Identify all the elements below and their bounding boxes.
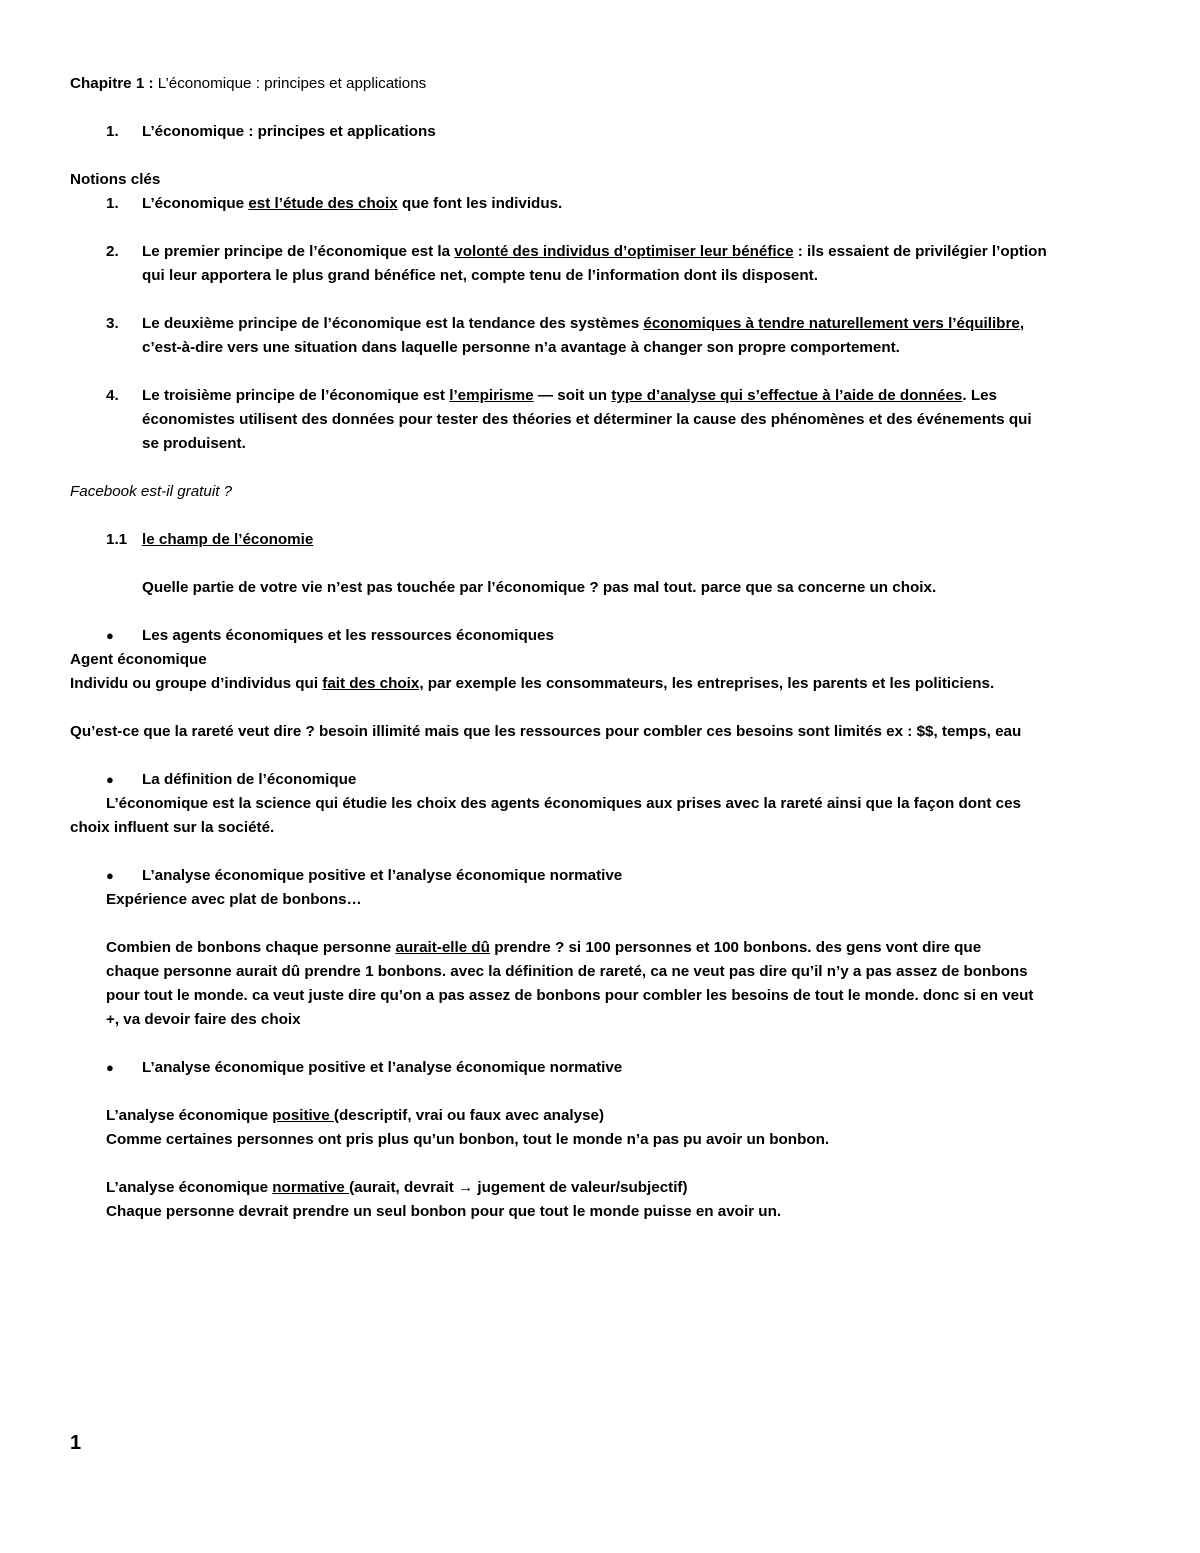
list-item-number: 2. [106, 243, 119, 260]
list-item [142, 384, 997, 408]
list-item-text: . Les [962, 387, 998, 404]
positive-text: L’analyse économique [106, 1107, 273, 1124]
bullet-icon: ● [106, 772, 114, 787]
arrow-right-icon: → [457, 1179, 474, 1196]
normative-text: (aurait, devrait [349, 1179, 458, 1196]
chapter-title-label: Chapitre 1 : [70, 75, 154, 92]
subsection-number: 1.1 [106, 531, 128, 548]
bullet-text: Les agents économiques et les ressources économiques [142, 627, 554, 644]
list-item-text: L’économique [142, 195, 249, 212]
agent-definition [70, 672, 994, 696]
positive-example: Comme certaines personnes ont pris plus qu’un bonbon, tout le monde n’a pas pu avoir un bonbon. [106, 1131, 830, 1148]
normative-analysis [106, 1176, 688, 1200]
list-item-continuation: se produisent. [142, 435, 246, 452]
positive-text: (descriptif, vrai ou faux avec analyse) [333, 1107, 605, 1124]
list-item-number: 1. [106, 195, 119, 212]
agent-definition-text: par exemple les consommateurs, les entreprises, les parents et les politiciens. [423, 675, 995, 692]
combien-line: pour tout le monde. ca veut juste dire qu’on a pas assez de bonbons pour combler les besoins de tout le monde. donc si en veut [106, 987, 1034, 1004]
combien-line [106, 936, 981, 960]
bullet-icon: ● [106, 1060, 114, 1075]
normative-text: jugement de valeur/subjectif) [473, 1179, 688, 1196]
subsection-title: le champ de l’économie [142, 531, 314, 548]
list-item-underlined: volonté des individus d’optimiser leur bénéfice [454, 243, 794, 260]
list-item-number: 4. [106, 387, 119, 404]
list-item [142, 312, 1024, 336]
list-item-number: 3. [106, 315, 119, 332]
list-item-underlined: l’empirisme [449, 387, 534, 404]
list-item-text: : ils essaient de privilégier l’option [793, 243, 1047, 260]
bullet-text: La définition de l’économique [142, 771, 357, 788]
question-line: Quelle partie de votre vie n’est pas touchée par l’économique ? pas mal tout. parce que sa concerne un choix. [142, 579, 937, 596]
bullet-text: L’analyse économique positive et l’analyse économique normative [142, 1059, 623, 1076]
list-item-text: Le premier principe de l’économique est la [142, 243, 455, 260]
list-item-text: Le troisième principe de l’économique est [142, 387, 450, 404]
list-item-text: , [1019, 315, 1025, 332]
notions-heading: Notions clés [70, 171, 161, 188]
normative-underlined: normative [272, 1179, 350, 1196]
list-item-text: Le deuxième principe de l’économique est la tendance des systèmes [142, 315, 644, 332]
experience-line: Expérience avec plat de bonbons… [106, 891, 362, 908]
list-item-text: — soit un [533, 387, 612, 404]
combien-underlined: aurait-elle dû [395, 939, 490, 956]
positive-analysis [106, 1104, 604, 1128]
agent-definition-underlined: fait des choix, [322, 675, 424, 692]
agent-definition-text: Individu ou groupe d’individus qui [70, 675, 323, 692]
section-number: 1. [106, 123, 119, 140]
chapter-title-text: L’économique : principes et applications [153, 75, 427, 92]
page-number: 1 [70, 1432, 82, 1454]
normative-text: L’analyse économique [106, 1179, 273, 1196]
list-item-underlined: économiques à tendre naturellement vers l’équilibre [643, 315, 1020, 332]
list-item-continuation: économistes utilisent des données pour tester des théories et déterminer la cause des phénomènes et des événements qui [142, 411, 1032, 428]
combien-text: Combien de bonbons chaque personne [106, 939, 396, 956]
combien-text: prendre ? si 100 personnes et 100 bonbons. des gens vont dire que [489, 939, 982, 956]
chapter-title [70, 72, 426, 96]
list-item [142, 192, 562, 216]
bullet-icon: ● [106, 628, 114, 643]
list-item [142, 240, 1047, 264]
rarete-line: Qu’est-ce que la rareté veut dire ? besoin illimité mais que les ressources pour combler ces besoins sont limités ex : $$, temps, eau [70, 723, 1022, 740]
bullet-icon: ● [106, 868, 114, 883]
normative-example: Chaque personne devrait prendre un seul bonbon pour que tout le monde puisse en avoir un. [106, 1203, 782, 1220]
combien-line: chaque personne aurait dû prendre 1 bonbons. avec la définition de rareté, ca ne veut pas dire qu’il n’y a pas assez de bonbons [106, 963, 1028, 980]
positive-underlined: positive [272, 1107, 334, 1124]
list-item-underlined: type d’analyse qui s’effectue à l’aide de données [611, 387, 963, 404]
definition-line: L’économique est la science qui étudie les choix des agents économiques aux prises avec la rareté ainsi que la façon dont ces [106, 795, 1021, 812]
definition-line: choix influent sur la société. [70, 819, 275, 836]
list-item-continuation: c’est-à-dire vers une situation dans laquelle personne n’a avantage à changer son propre comportement. [142, 339, 900, 356]
section-title: L’économique : principes et applications [142, 123, 436, 140]
facebook-question: Facebook est-il gratuit ? [70, 483, 233, 500]
bullet-text: L’analyse économique positive et l’analyse économique normative [142, 867, 623, 884]
list-item-underlined: est l’étude des choix [248, 195, 398, 212]
list-item-text: que font les individus. [397, 195, 563, 212]
agent-heading: Agent économique [70, 651, 207, 668]
list-item-continuation: qui leur apportera le plus grand bénéfice net, compte tenu de l’information dont ils disposent. [142, 267, 818, 284]
combien-line: +, va devoir faire des choix [106, 1011, 301, 1028]
